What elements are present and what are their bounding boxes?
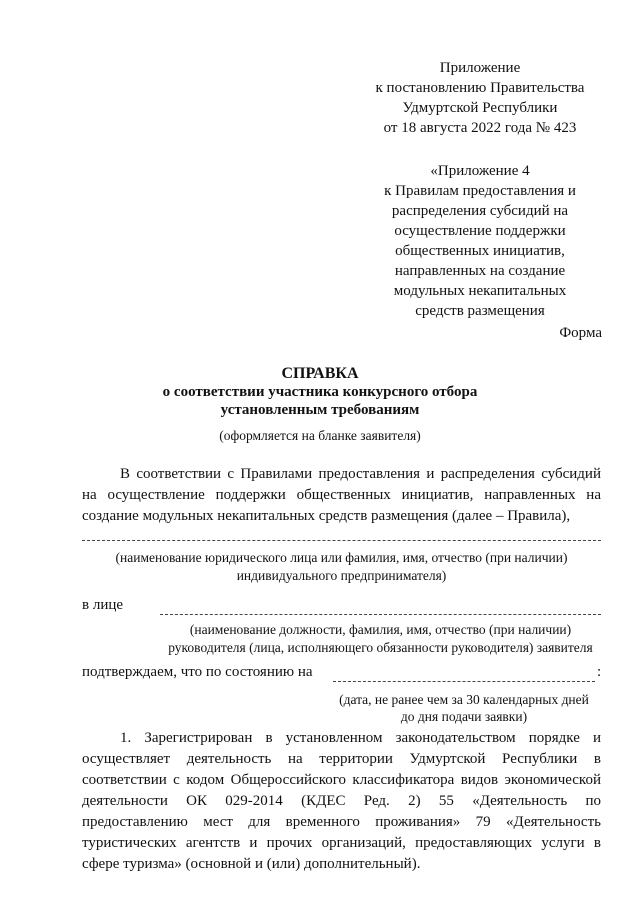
item1-line: сфере туризма» (основной и (или) дополнительный).	[82, 856, 421, 872]
head-name-field-line[interactable]	[160, 614, 601, 615]
attachment4-line: модульных некапитальных	[393, 283, 567, 299]
org-name-field-line[interactable]	[82, 540, 601, 541]
item1-line: 1. Зарегистрирован в установленном законодательством порядке и	[120, 730, 601, 746]
intro-paragraph	[82, 464, 601, 527]
attachment4-line: средств размещения	[415, 303, 545, 319]
item1-line: деятельности ОК 029-2014 (КДЕС Ред. 2) 55 «Деятельность по	[82, 793, 601, 809]
caption-org: индивидуального предпринимателя)	[236, 568, 447, 583]
item1-line: предоставлению мест для временного проживания» 79 «Деятельность	[82, 814, 601, 830]
caption-org: (наименование юридического лица или фамилия, имя, отчество (при наличии)	[115, 550, 568, 565]
item1-line: туристических агентств и прочих организаций, предоставляющих услуги в	[82, 835, 601, 851]
document-title: СПРАВКА	[281, 365, 359, 382]
intro-line: В соответствии с Правилами предоставления и распределения субсидий	[120, 466, 601, 482]
item1-line: соответствии с кодом Общероссийского классификатора видов экономической	[82, 772, 601, 788]
blank-note: (оформляется на бланке заявителя)	[219, 428, 421, 443]
caption-head: руководителя (лица, исполняющего обязанности руководителя) заявителя	[168, 640, 593, 655]
attachment4-line: к Правилам предоставления и	[384, 183, 576, 199]
caption-date: (дата, не ранее чем за 30 календарных дней	[339, 692, 589, 707]
item1-paragraph	[82, 728, 601, 875]
item1-line: осуществляет деятельность на территории Удмуртской Республики в	[82, 751, 601, 767]
caption-date: до дня подачи заявки)	[400, 709, 528, 724]
confirm-colon: :	[597, 664, 602, 680]
attachment4-line: общественных инициатив,	[395, 243, 565, 259]
header-line: от 18 августа 2022 года № 423	[383, 120, 577, 136]
intro-line: создание модульных некапитальных средств размещения (далее – Правила),	[82, 508, 571, 524]
document-subtitle: установленным требованиям	[220, 402, 420, 418]
attachment4-line: распределения субсидий на	[391, 203, 569, 219]
document-subtitle: о соответствии участника конкурсного отбора	[162, 384, 478, 400]
attachment4-line: «Приложение 4	[430, 163, 530, 179]
header-line: Удмуртской Республики	[402, 100, 558, 116]
caption-head: (наименование должности, фамилия, имя, отчество (при наличии)	[189, 622, 572, 637]
in-person-label: в лице	[82, 597, 124, 613]
attachment4-line: направленных на создание	[394, 263, 566, 279]
header-line: к постановлению Правительства	[375, 80, 585, 96]
form-label: Форма	[559, 325, 602, 341]
header-line: Приложение	[439, 60, 521, 76]
attachment4-line: осуществление поддержки	[394, 223, 566, 239]
intro-line: на осуществление поддержки общественных инициатив, направленных на	[82, 487, 601, 503]
confirm-label: подтверждаем, что по состоянию на	[82, 664, 313, 680]
date-field-line[interactable]	[333, 681, 595, 682]
